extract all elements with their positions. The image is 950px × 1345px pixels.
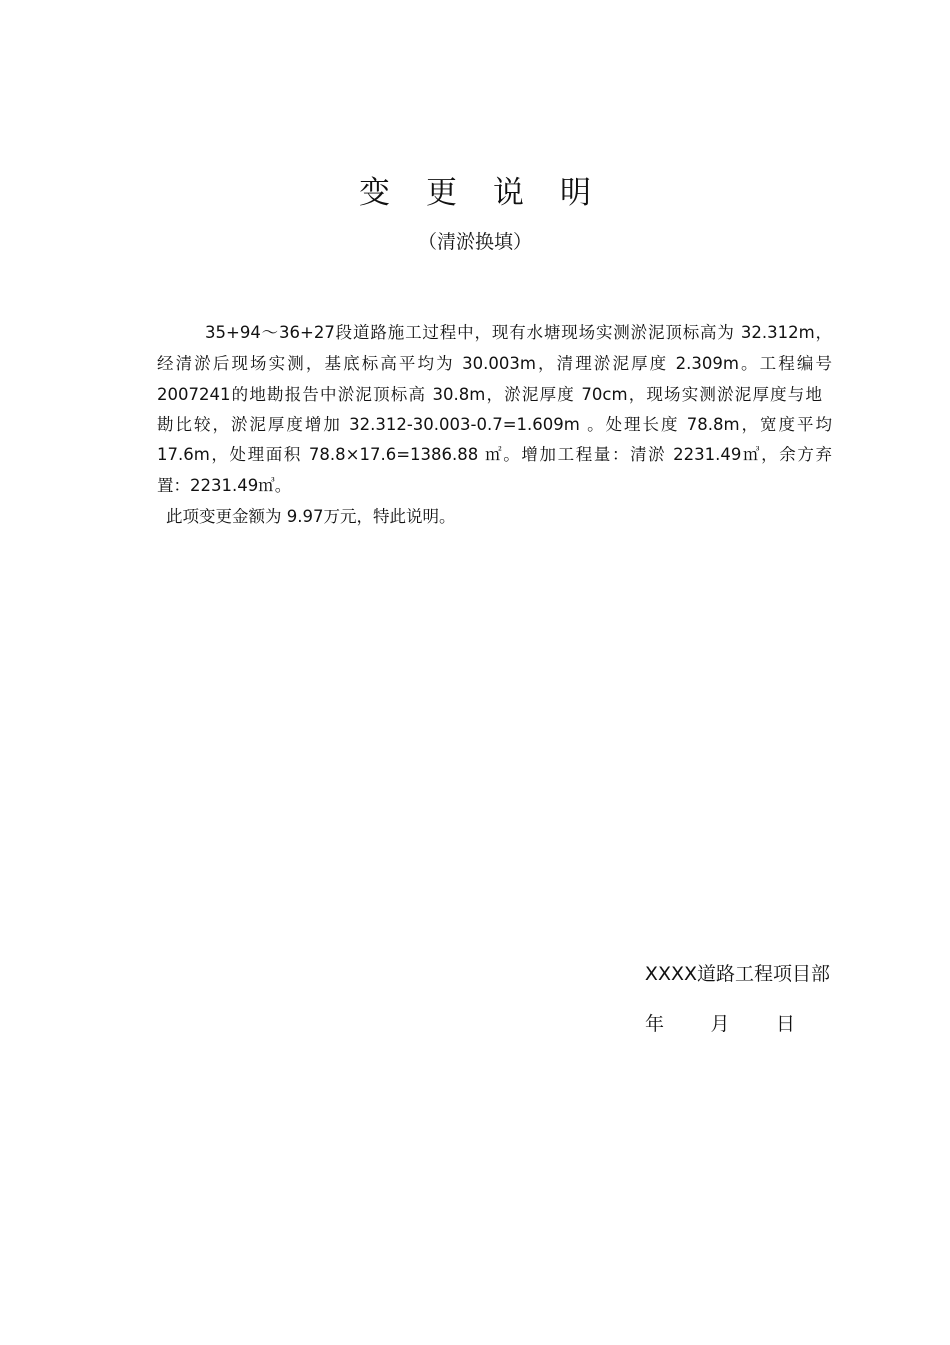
date-day-label: 日 xyxy=(775,1013,795,1035)
document-subtitle: （清淤换填） xyxy=(417,231,532,253)
body-line-5: 17.6m，处理面积 78.8×17.6=1386.88 ㎡。增加工程量：清淤 2231.49㎥，余方弃 xyxy=(157,445,832,464)
body-line-3: 2007241的地勘报告中淤泥顶标高 30.8m，淤泥厚度 70cm，现场实测淤泥厚度与地 xyxy=(157,385,822,404)
date-year-label: 年 xyxy=(645,1013,665,1035)
body-line-6: 置：2231.49㎥。 xyxy=(157,476,292,495)
date-month-label: 月 xyxy=(710,1013,730,1035)
signature-department: XXXX道路工程项目部 xyxy=(644,963,830,985)
body-line-4: 勘比较，淤泥厚度增加 32.312-30.003-0.7=1.609m 。处理长度 78.8m，宽度平均 xyxy=(157,415,832,434)
document-title: 变更说明 xyxy=(359,175,627,211)
signature-date xyxy=(645,1010,795,1038)
body-line-1: 35+94～36+27段道路施工过程中，现有水塘现场实测淤泥顶标高为 32.312m， xyxy=(205,323,832,342)
body-line-2: 经清淤后现场实测，基底标高平均为 30.003m，清理淤泥厚度 2.309m。工程编号 xyxy=(157,354,832,373)
amount-statement: 此项变更金额为 9.97万元，特此说明。 xyxy=(166,507,456,526)
